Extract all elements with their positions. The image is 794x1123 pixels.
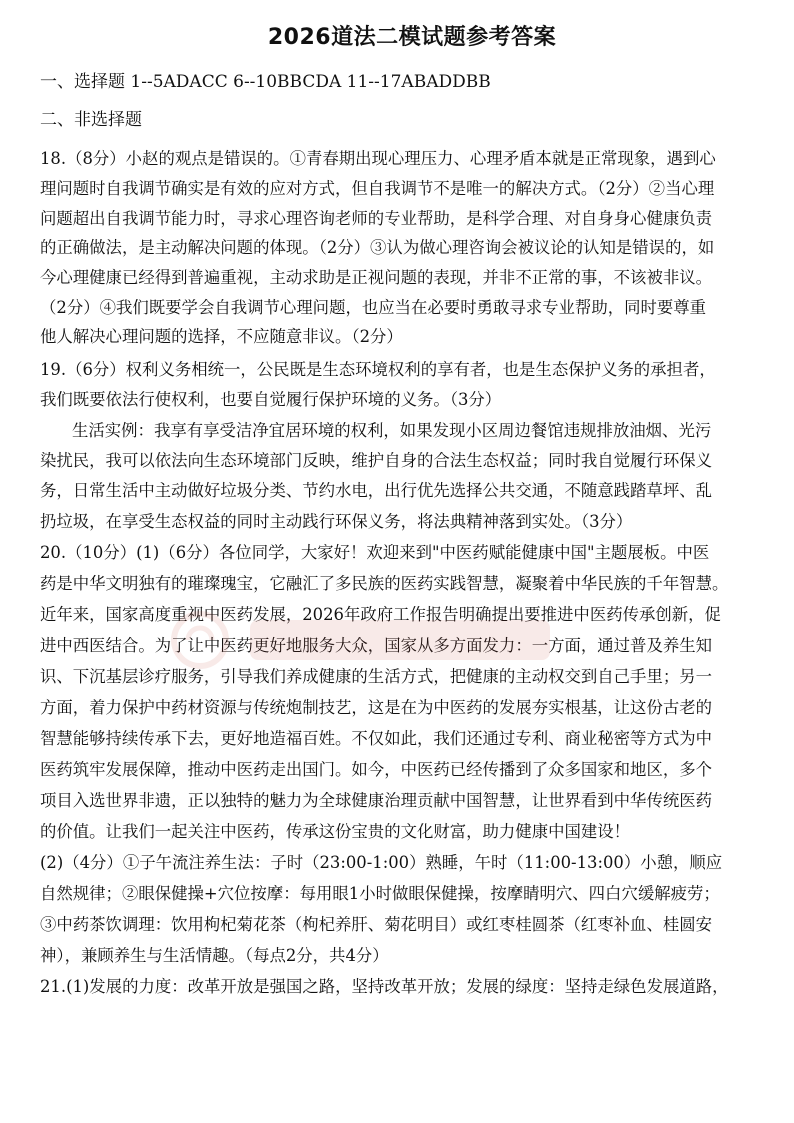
section-non-choice-heading: 二、非选择题 [40,110,142,130]
section-choice-answers: 一、选择题 1--5ADACC 6--10BBCDA 11--17ABADDBB [40,72,491,92]
q19-example-line-3: 务，日常生活中主动做好垃圾分类、节约水电，出行优先选择公共交通，不随意践踏草坪、乱 [40,481,713,500]
q20-line-7: 智慧能够持续传承下去，更好地造福百姓。不仅如此，我们还通过专利、商业秘密等方式为中 [40,729,713,748]
q19-example-line-2: 染扰民，我可以依法向生态环境部门反映，维护自身的合法生态权益；同时我自觉履行环保义 [40,451,713,470]
q20-line-10: 的价值。让我们一起关注中医药，传承这份宝贵的文化财富，助力健康中国建设！ [40,822,631,841]
q20-line-2: 药是中华文明独有的璀璨瑰宝，它融汇了多民族的医药实践智慧，凝聚着中华民族的千年智慧。 [40,574,729,593]
q18-line-4: 的正确做法，是主动解决问题的体现。（2分）③认为做心理咨询会被议论的认知是错误的，如 [40,238,715,257]
q20-part2-line-1: (2)（4分）①子午流注养生法：子时（23:00-1:00）熟睡，午时（11:00-13:00）小憩，顺应 [40,853,723,872]
q19-line-2: 我们既要依法行使权利，也要自觉履行保护环境的义务。（3分） [40,390,502,409]
q18-line-2: 理问题时自我调节确实是有效的应对方式，但自我调节不是唯一的解决方式。（2分）②当心理 [40,179,715,198]
page-title: 2026道法二模试题参考答案 [267,25,557,50]
q20-part2-line-4: 神），兼顾养生与生活情趣。（每点2分，共4分） [40,946,389,965]
q20-line-1: 20.（10分）(1)（6分）各位同学，大家好！欢迎来到"中医药赋能健康中国"主题展板。中医 [40,543,710,562]
q19-example-line-4: 扔垃圾，在享受生态权益的同时主动践行环保义务，将法典精神落到实处。（3分） [40,512,633,531]
q18-line-7: 他人解决心理问题的选择，不应随意非议。（2分） [40,327,403,346]
q19-line-1: 19.（6分）权利义务相统一，公民既是生态环境权利的享有者，也是生态保护义务的承担者， [40,360,716,379]
q19-example-line-1: 生活实例：我享有享受洁净宜居环境的权利，如果发现小区周边餐馆违规排放油烟、光污 [72,421,712,440]
q20-part2-line-3: ③中药茶饮调理：饮用枸杞菊花茶（枸杞养肝、菊花明目）或红枣桂圆茶（红枣补血、桂圆安 [40,915,713,934]
q20-part2-line-2: 自然规律；②眼保健操+穴位按摩：每用眼1小时做眼保健操，按摩睛明穴、四白穴缓解疲劳； [40,884,720,903]
q20-line-4: 进中西医结合。为了让中医药更好地服务大众，国家从多方面发力：一方面，通过普及养生知 [40,636,713,655]
q20-line-8: 医药筑牢发展保障，推动中医药走出国门。如今，中医药已经传播到了众多国家和地区，多个 [40,760,713,779]
q18-line-6: （2分）④我们既要学会自我调节心理问题，也应当在必要时勇敢寻求专业帮助，同时要尊重 [40,298,707,317]
q20-line-9: 项目入选世界非遗，正以独特的魅力为全球健康治理贡献中国智慧，让世界看到中华传统医药 [40,791,713,810]
q20-line-3: 近年来，国家高度重视中医药发展，2026年政府工作报告明确提出要推进中医药传承创新，促 [40,605,721,624]
q18-line-5: 今心理健康已经得到普遍重视，主动求助是正视问题的表现，并非不正常的事，不该被非议。 [40,268,713,287]
q21-line-1: 21.(1)发展的力度：改革开放是强国之路，坚持改革开放；发展的绿度：坚持走绿色发展道路， [40,977,729,996]
q20-line-6: 方面，着力保护中药材资源与传统炮制技艺，这是在为中医药的发展夯实根基，让这份古老的 [40,698,713,717]
q20-line-5: 识、下沉基层诊疗服务，引导我们养成健康的生活方式，把健康的主动权交到自己手里；另一 [40,667,713,686]
q18-line-3: 问题超出自我调节能力时，寻求心理咨询老师的专业帮助，是科学合理、对自身身心健康负责 [40,209,713,228]
q18-line-1: 18.（8分）小赵的观点是错误的。①青春期出现心理压力、心理矛盾本就是正常现象，遇到心 [40,149,716,168]
